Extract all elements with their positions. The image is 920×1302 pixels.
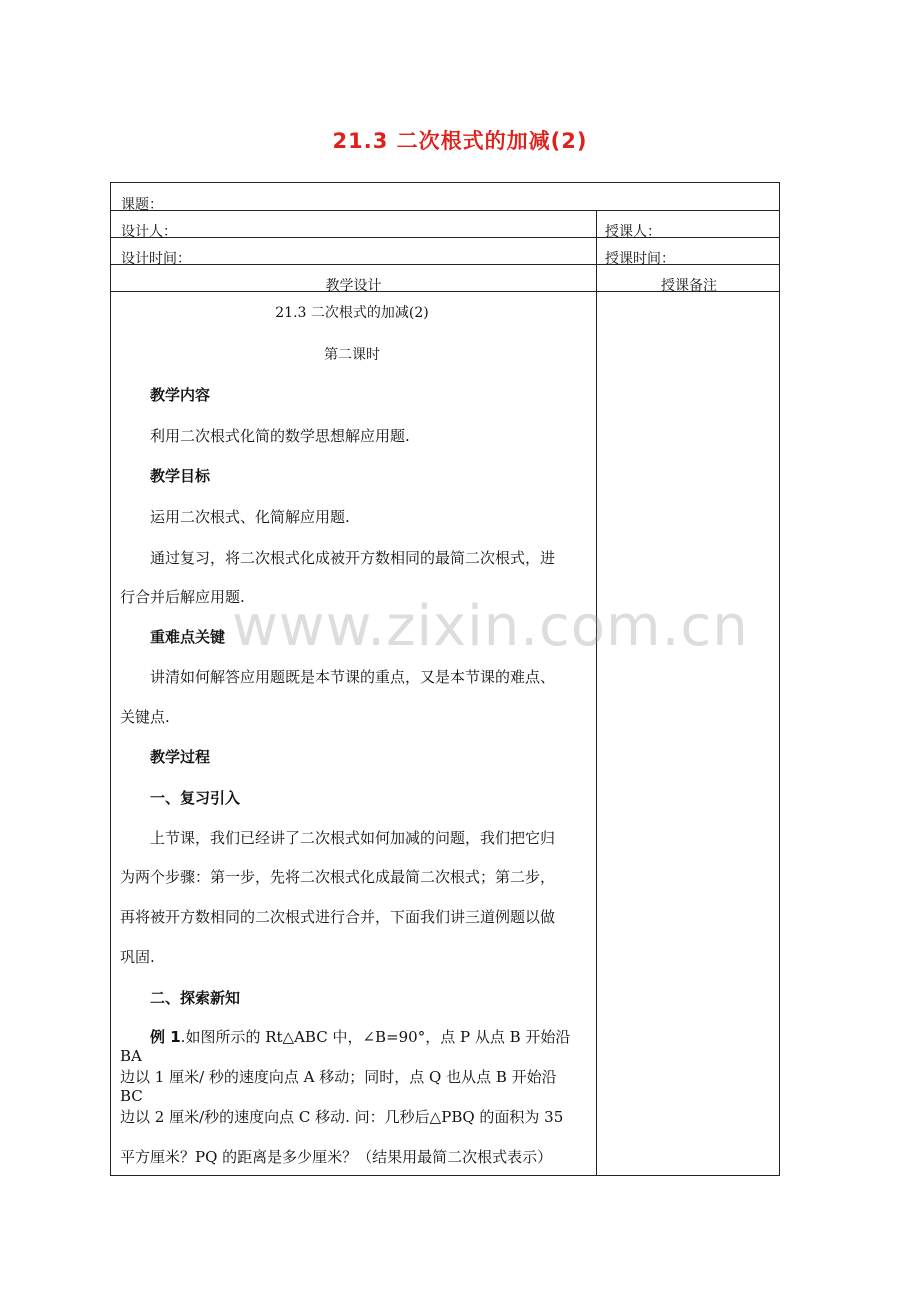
- designer-label: 设计人：: [121, 224, 177, 240]
- paragraph-review-line-3: 再将被开方数相同的二次根式进行合并，下面我们讲三道例题以做: [120, 908, 556, 926]
- paragraph-goal-2-line-2: 行合并后解应用题.: [120, 588, 245, 606]
- paragraph-key-line-2: 关键点.: [120, 708, 170, 726]
- topic-label: 课题：: [121, 197, 163, 213]
- example-label: 例 1: [150, 1028, 181, 1046]
- heading-explore: 二、探索新知: [150, 989, 241, 1007]
- heading-goal: 教学目标: [150, 467, 211, 485]
- example-line-2: 边以 1 厘米/ 秒的速度向点 A 移动；同时，点 Q 也从点 B 开始沿 BC: [120, 1068, 557, 1105]
- document-title: 21.3 二次根式的加减(2): [332, 129, 588, 153]
- lesson-period: 第二课时: [324, 347, 380, 363]
- example-line-1: [120, 1026, 584, 1065]
- teacher-label: 授课人：: [605, 224, 661, 240]
- column-header-design: 教学设计: [325, 278, 382, 294]
- example-line-4: 平方厘米？PQ 的距离是多少厘米？（结果用最简二次根式表示）: [120, 1148, 553, 1166]
- paragraph-goal-2-line-1: 通过复习，将二次根式化成被开方数相同的最简二次根式，进: [150, 549, 556, 567]
- paragraph-review-line-4: 巩固.: [120, 948, 155, 966]
- paragraph-content: 利用二次根式化简的数学思想解应用题.: [150, 427, 410, 445]
- teach-time-label: 授课时间：: [605, 251, 675, 267]
- column-divider: [596, 210, 597, 1175]
- heading-content: 教学内容: [150, 386, 211, 404]
- heading-key-points: 重难点关键: [150, 628, 226, 646]
- lesson-subtitle: 21.3 二次根式的加减(2): [275, 305, 429, 321]
- heading-review: 一、复习引入: [150, 789, 241, 807]
- watermark: www.zixin.com.cn: [232, 594, 749, 659]
- example-text: .如图所示的 Rt△ABC 中，∠B=90°，点 P 从点 B 开始沿 BA: [120, 1028, 571, 1065]
- paragraph-goal-1: 运用二次根式、化简解应用题.: [150, 508, 350, 526]
- paragraph-key-line-1: 讲清如何解答应用题既是本节课的重点，又是本节课的难点、: [150, 668, 556, 686]
- heading-process: 教学过程: [150, 748, 211, 766]
- row-divider: [111, 264, 779, 265]
- paragraph-review-line-1: 上节课，我们已经讲了二次根式如何加减的问题，我们把它归: [150, 829, 556, 847]
- row-divider: [111, 210, 779, 211]
- row-divider: [111, 237, 779, 238]
- column-header-notes: 授课备注: [661, 278, 717, 294]
- paragraph-review-line-2: 为两个步骤：第一步，先将二次根式化成最简二次根式；第二步，: [120, 868, 556, 886]
- example-line-3: 边以 2 厘米/秒的速度向点 C 移动. 问：几秒后△PBQ 的面积为 35: [120, 1108, 564, 1126]
- design-time-label: 设计时间：: [121, 251, 191, 267]
